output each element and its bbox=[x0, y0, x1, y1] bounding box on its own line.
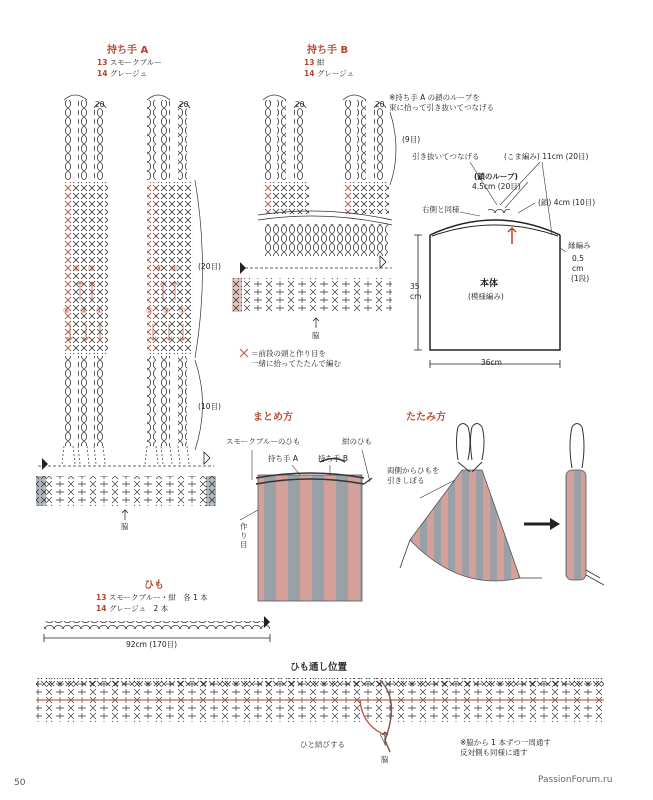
chain-column bbox=[64, 100, 73, 180]
yarn-name: スモークブルー・紺 各 1 本 bbox=[108, 593, 208, 602]
edging-unit: cm bbox=[572, 264, 584, 273]
row-count-9: (9目) bbox=[402, 135, 421, 144]
join-label: 引き抜いてつなげる bbox=[412, 152, 480, 161]
step-mark: ① bbox=[96, 306, 103, 315]
stitch-count: 20 bbox=[95, 100, 105, 109]
edging-rows: (1段) bbox=[571, 274, 590, 283]
page-number: 50 bbox=[14, 778, 26, 788]
base-stitch-rows bbox=[36, 476, 216, 506]
handle-b-chart bbox=[232, 95, 396, 357]
base-stitch-rows bbox=[232, 278, 392, 312]
step-mark: ⑤ bbox=[63, 306, 70, 315]
knot-label: ひと結びする bbox=[300, 740, 345, 749]
sides-label: 右側と同様 bbox=[422, 205, 460, 214]
stitch-count: 20 bbox=[179, 100, 189, 109]
start-chain-label: 作り目 bbox=[240, 522, 248, 549]
body-height-unit: cm bbox=[410, 292, 422, 301]
body-width: 36cm bbox=[481, 358, 502, 367]
step-mark: ④ bbox=[156, 264, 163, 273]
legend-text: ＝前段の頭と作り目を 一緒に拾ってたたんで編む bbox=[251, 349, 341, 368]
yarn-name: グレージュ bbox=[109, 69, 148, 78]
yarn-number: 13 bbox=[97, 58, 108, 67]
step-mark: ⑤ bbox=[146, 306, 153, 315]
chain-label: (鎖) 4cm (10目) bbox=[538, 198, 596, 207]
yarn-name: スモークブルー bbox=[109, 58, 162, 67]
handle-b-note: ※持ち手 A の鎖のループを 束に拾って引き抜いてつなげる bbox=[389, 93, 494, 112]
side-label: 脇 bbox=[121, 522, 129, 531]
step-mark: ② bbox=[171, 264, 178, 273]
handle-a-title: 持ち手 A bbox=[107, 45, 149, 56]
edging-size: 0.5 bbox=[572, 254, 584, 263]
bag-body-diagram bbox=[414, 162, 566, 368]
handle-b-title: 持ち手 B bbox=[307, 45, 349, 56]
loop-size: 4.5cm (20目) bbox=[472, 182, 521, 191]
body-pattern: (模様編み) bbox=[468, 292, 504, 301]
watermark: PassionForum.ru bbox=[538, 775, 613, 785]
stitch-count: 20 bbox=[375, 100, 385, 109]
body-title: 本体 bbox=[480, 279, 499, 289]
yarn-number: 13 bbox=[304, 58, 315, 67]
side-label: 脇 bbox=[312, 331, 320, 340]
handle-a-label: 持ち手 A bbox=[268, 454, 299, 463]
assembly-title: まとめ方 bbox=[253, 412, 293, 423]
yarn-name: 紺 bbox=[316, 58, 325, 67]
navy-string-label: 紺のひも bbox=[342, 437, 372, 446]
cord-title: ひも bbox=[144, 580, 164, 591]
loop-label: (鎖のループ) bbox=[474, 172, 518, 181]
step-mark: ④ bbox=[73, 264, 80, 273]
yarn-number: 14 bbox=[97, 69, 108, 78]
sc-width-label: (こま編み) 11cm (20目) bbox=[504, 152, 589, 161]
folding-figure bbox=[400, 424, 604, 586]
threading-note: ※脇から 1 本ずつ一周通す 反対側も同様に通す bbox=[460, 738, 551, 757]
yarn-number: 13 bbox=[96, 593, 107, 602]
body-height: 35 bbox=[410, 282, 420, 291]
folding-title: たたみ方 bbox=[406, 412, 446, 423]
stitch-count: 20 bbox=[295, 100, 305, 109]
cord-figure bbox=[44, 616, 270, 642]
step-mark: ① bbox=[179, 306, 186, 315]
pull-instruction: 両側からひもを 引きしぼる bbox=[387, 466, 440, 485]
step-mark: ③ bbox=[80, 306, 87, 315]
yarn-number: 14 bbox=[96, 604, 107, 613]
assembly-figure bbox=[240, 450, 372, 601]
step-mark: ③ bbox=[163, 306, 170, 315]
side-label: 脇 bbox=[381, 755, 389, 764]
row-count-10: (10目) bbox=[198, 402, 221, 411]
yarn-number: 14 bbox=[304, 69, 315, 78]
edging-label: 縁編み bbox=[568, 241, 591, 250]
yarn-name: グレージュ bbox=[316, 69, 355, 78]
blue-string-label: スモークブルーのひも bbox=[226, 437, 301, 446]
handle-b-label: 持ち手 B bbox=[318, 454, 349, 463]
row-count-20: (20目) bbox=[198, 262, 221, 271]
threading-title: ひも通し位置 bbox=[290, 662, 348, 673]
legend-x-icon bbox=[240, 349, 248, 357]
step-mark: ② bbox=[88, 264, 95, 273]
cord-length: 92cm (170目) bbox=[126, 640, 178, 649]
yarn-name: グレージュ 2 本 bbox=[108, 604, 169, 613]
